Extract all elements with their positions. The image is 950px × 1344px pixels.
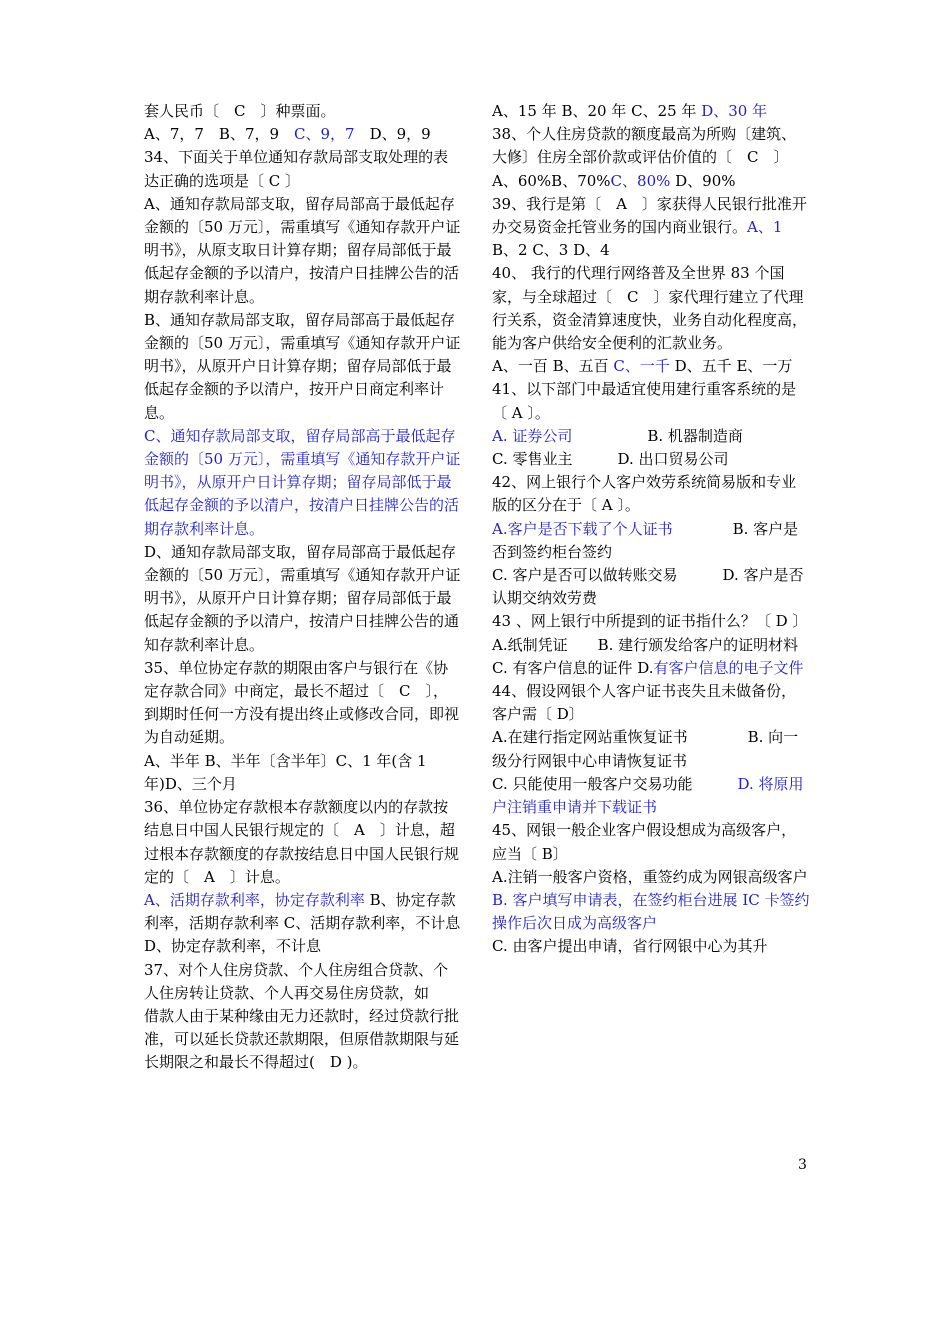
text-run: A.注销一般客户资格，重签约成为网银高级客户 xyxy=(492,867,808,886)
text-run: A、15 年 B、20 年 C、25 年 xyxy=(492,102,702,120)
answer-text: A、活期存款利率，协定存款利率 xyxy=(144,890,365,909)
text-run: 37、对个人住房贷款、个人住房组合贷款、个人住房转让贷款、个人再交易住房贷款，如 xyxy=(144,960,449,1002)
paragraph xyxy=(144,657,462,750)
text-run: B. 客户是否到签约柜台签约 xyxy=(492,519,799,561)
text-run: 34、下面关于单位通知存款局部支取处理的表达正确的选项是〔 C 〕 xyxy=(144,148,449,190)
text-run: 借款人由于某种缘由无力还款时，经过贷款行批准，可以延长贷款还款期限，但原借款期限与延长期限之和最长不得超过( D )。 xyxy=(144,1006,460,1072)
answer-text: C、一千 xyxy=(613,357,670,376)
text-run: C. 只能使用一般客户交易功能 xyxy=(492,774,738,793)
paragraph xyxy=(144,309,462,425)
text-run: B、通知存款局部支取，留存局部高于最低起存金额的〔50 万元〕，需重填写《通知存款开户证明书》，从原开户日计算存期；留存局部低于最低起存金额的予以清户，按开户日商定利率计息。 xyxy=(144,310,461,422)
text-run: D、五千 E、一万 xyxy=(669,357,793,376)
text-run: A、一百 B、五百 xyxy=(492,357,614,376)
text-run: C. 有客户信息的证件 D. xyxy=(492,658,654,677)
paragraph xyxy=(492,564,810,610)
answer-text: D、30 年 xyxy=(701,102,768,120)
answer-text: A. 证券公司 xyxy=(492,426,573,445)
paragraph xyxy=(492,889,810,935)
paragraph xyxy=(492,518,810,564)
paragraph xyxy=(144,1005,462,1075)
paragraph xyxy=(492,170,810,193)
answer-text: C、80% xyxy=(610,171,671,190)
text-run: A、半年 B、半年〔含半年〕C、1 年(含 1 年)D、三个月 xyxy=(144,751,427,793)
right-column xyxy=(492,100,810,959)
answer-text: C、通知存款局部支取，留存局部高于最低起存金额的〔50 万元〕，需重填写《通知存款开户证明书》，从原开户日计算存期；留存局部低于最低起存金额的予以清户，按清户日挂牌公告的活期存款利率计息。 xyxy=(144,426,461,538)
left-column xyxy=(144,100,462,1075)
paragraph xyxy=(492,262,810,355)
paragraph xyxy=(144,146,462,192)
text-run: A、60%B、70% xyxy=(492,171,611,190)
paragraph xyxy=(144,100,462,123)
text-run: 套人民币〔 C 〕种票面。 xyxy=(144,102,336,120)
paragraph xyxy=(492,680,810,726)
text-run: D、通知存款局部支取，留存局部高于最低起存金额的〔50 万元〕，需重填写《通知存款开户证明书》，从原开户日计算存期；留存局部低于最低起存金额的予以清户，按清户日挂牌公告的通知存款利率计息。 xyxy=(144,542,461,654)
text-run: 36、单位协定存款根本存款额度以内的存款按结息日中国人民银行规定的〔 A 〕计息，超过根本存款额度的存款按结息日中国人民银行规定的〔 A 〕计息。 xyxy=(144,798,460,886)
text-run: 38、个人住房贷款的额度最高为所购〔建筑、大修〕住房全部价款或评估价值的〔 C 〕 xyxy=(492,125,797,167)
paragraph xyxy=(144,193,462,309)
text-run: 39、我行是第〔 A 〕家获得人民银行批准开办交易资金托管业务的国内商业银行。 xyxy=(492,194,807,237)
text-run: 41、以下部门中最适宜使用建行重客系统的是〔 A 〕。 xyxy=(492,380,797,422)
text-run: C. 零售业主 D. 出口贸易公司 xyxy=(492,450,729,469)
answer-text: A、1 xyxy=(747,218,783,237)
text-run: 42、网上银行个人客户效劳系统简易版和专业版的区分在于〔 A 〕。 xyxy=(492,473,797,515)
paragraph xyxy=(144,425,462,541)
paragraph xyxy=(492,193,810,263)
text-run: A.在建行指定网站重恢复证书 B. 向一级分行网银中心申请恢复证书 xyxy=(492,728,799,770)
text-run: D、9，9 xyxy=(354,125,431,144)
text-run: 35、单位协定存款的期限由客户与银行在《协定存款合同》中商定，最长不超过〔 C 〕，到期时任何一方没有提出终止或修改合同，即视为自动延期。 xyxy=(144,658,460,747)
paragraph xyxy=(144,750,462,796)
paragraph xyxy=(144,796,462,889)
text-run: 43 、网上银行中所提到的证书指什么？〔 D 〕 xyxy=(492,612,808,631)
paragraph xyxy=(492,425,810,448)
text-run: B. 机器制造商 xyxy=(572,426,743,445)
paragraph xyxy=(144,123,462,146)
text-run: D、90% xyxy=(670,171,736,190)
paragraph xyxy=(492,634,810,657)
answer-text: D. 将原用户注销重申请并下载证书 xyxy=(492,774,804,817)
page-number: 3 xyxy=(798,1157,807,1173)
paragraph xyxy=(492,378,810,424)
text-run: B、2 C、3 D、4 xyxy=(492,241,610,260)
text-run: A、7，7 B、7，9 xyxy=(144,125,295,144)
text-run: A.纸制凭证 B. 建行颁发给客户的证明材料 xyxy=(492,635,799,654)
text-run: C. 由客户提出申请，省行网银中心为其升 xyxy=(492,937,768,956)
answer-text: B. 客户填写申请表，在签约柜台进展 IC 卡签约操作后次日成为高级客户 xyxy=(492,890,810,933)
paragraph xyxy=(144,889,462,959)
answer-text: C、9，7 xyxy=(294,125,355,144)
paragraph xyxy=(144,541,462,657)
paragraph xyxy=(492,610,810,633)
paragraph xyxy=(492,448,810,471)
paragraph xyxy=(492,819,810,865)
text-run: B、协定存款利率，活期存款利率 C、活期存款利率，不计息 D、协定存款利率，不计息 xyxy=(144,890,461,956)
paragraph xyxy=(492,726,810,772)
paragraph xyxy=(492,355,810,378)
paragraph xyxy=(492,123,810,169)
text-run: C. 客户是否可以做转账交易 D. 客户是否认期交纳效劳费 xyxy=(492,566,804,608)
paragraph xyxy=(144,959,462,1005)
answer-text: A.客户是否下载了个人证书 xyxy=(492,519,673,538)
paragraph xyxy=(492,773,810,819)
paragraph xyxy=(492,866,810,889)
paragraph xyxy=(492,100,810,123)
text-run: 44、假设网银个人客户证书丧失且未做备份，客户需〔 D〕 xyxy=(492,682,797,724)
paragraph xyxy=(492,935,810,958)
paragraph xyxy=(492,471,810,517)
paragraph xyxy=(492,657,810,680)
text-run: 45、网银一般企业客户假设想成为高级客户， 应当〔 B〕 xyxy=(492,821,797,863)
answer-text: 有客户信息的电子文件 xyxy=(653,658,804,677)
text-run: A、通知存款局部支取，留存局部高于最低起存金额的〔50 万元〕，需重填写《通知存款开户证明书》，从原支取日计算存期；留存局部低于最低起存金额的予以清户，按清户日挂牌公告的活期存款利率计息。 xyxy=(144,194,461,306)
text-run: 40、 我行的代理行网络普及全世界 83 个国家，与全球超过〔 C 〕家代理行建立了代理行关系，资金清算速度快，业务自动化程度高，能为客户供给安全便利的汇款业务。 xyxy=(492,264,808,353)
